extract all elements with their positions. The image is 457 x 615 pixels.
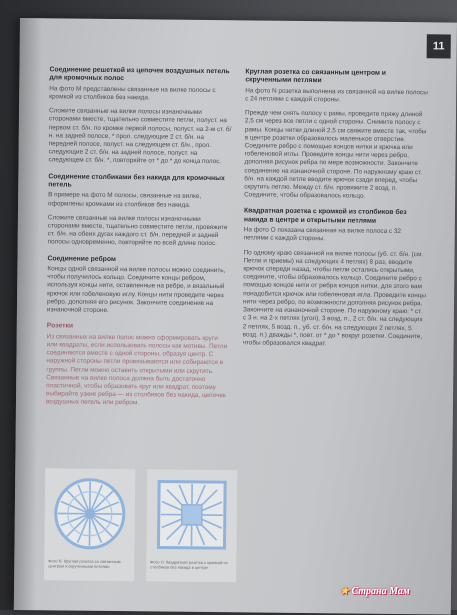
star-icon: ★	[340, 586, 349, 597]
paragraph: Из связанных на вилке полос можно сформировать круги или квадраты, если использовать полосы как мотивы. Петли соединяются вместе с одной стороны, образуя центр. С наружной стороны петли провязываются или собираются в группы. Петли можно оставить открытыми или скрутить. Связанные на вилке полоса должна быть достаточно пластичной, чтобы образовать круг или квадрат, поэтому выбирайте узкие ребра — из столбиков без накида, цепочек воздушных петель или ребром.	[46, 333, 230, 409]
round-rosette-image	[52, 476, 127, 551]
paragraph: По одному краю связанной на вилке полосы (уб. ст. б/н. (см. Петли и приемы) на следующих 4 петлях) 8 раз, вводите крючок спереди назад, чтобы петли остались открытыми, соедините, чтобы образовалось кольцо. Соедините ребро с помощью концов нити от ребра концов нитки, для этого вам понадобится крючок или гобеленовая игла. Проведите концы нити через ребро, по возможности дополняя рисунок ребра. Закончите на изнаночной стороне. По наружному краю: * ст. с 3 н. на 2-х петлях (угол), 3 возд. п., 2 ст. б/н. на следующих 2 петлях, 5 возд. п., уб. ст. б/н. на следующих 2 петлях, 5 возд. п.) дважды *, повт. от * до * вокруг розетки. Соедините, чтобы образовался квадрат.	[243, 249, 427, 349]
photo-square-rosette	[146, 469, 237, 582]
photo-caption: Фото N. Круглая розетка со связанным центром и скрученными петлями	[48, 558, 132, 569]
section-sc-join	[48, 173, 232, 249]
section-heading: Розетки	[47, 323, 230, 333]
paragraph: Концы одной связанной на вилке полосы можно соединить, чтобы получилось кольцо. Соедините концы ребром, используя концы нити, оставленные на ребре, и вязальный крючок или гобеленовую иглу. Концы нити проведите через ребро, дополняя его рисунок. Закончите соединение на изнаночной стороне.	[47, 265, 231, 316]
section-heading: Соединение ребром	[47, 255, 230, 265]
paragraph: На фото О показана связанная на вилке полоса с 32 петлями с каждой стороны.	[244, 227, 427, 245]
page-number: 11	[427, 34, 451, 58]
paragraph: Сложите связанные на вилке полосы изнаночными сторонами вместе, тщательно совместите петли, полуст. на первом ст. б/н. по кромке первой полосы, полуст. на 2-м ст. б/н. на задней полосе, * прол. следующие 2 ст. б/н. на передней полосе, полуст. на следующем ст. б/н., прол. следующие 2 ст. б/н. на задней полосе, полуст. на следующем ст. б/н. *, повторяйте от * до * до конца полос.	[48, 108, 232, 167]
section-heading: Квадратная розетка с кромкой из столбиков без накида в центре и открытыми петлями	[244, 208, 427, 227]
photo-round-rosette	[44, 468, 135, 581]
section-heading: Соединение столбиками без накида для кромочных петель	[48, 173, 231, 192]
paragraph: На фото N розетка выполнена из связанной на вилке полосы с 24 петлями с каждой стороны.	[245, 87, 428, 105]
watermark-text: Страна Мам	[351, 586, 409, 597]
square-rosette-image	[154, 477, 229, 552]
paragraph: В примере на фото М полосы, связанные на вилке, оформлены кромками из столбиков без накида.	[48, 192, 231, 210]
book-page	[14, 18, 457, 615]
left-column	[46, 66, 233, 416]
section-heading: Соединение решеткой из цепочек воздушных петель для кромочных полос	[49, 66, 232, 85]
section-heading: Круглая розетка со связанным центром и скрученными петлями	[245, 68, 428, 87]
photo-caption: Фото О. Квадратная розетка с кромкой из столбиков без накида в центре	[150, 559, 234, 570]
section-square-rosette	[243, 208, 427, 350]
paragraph: На фото М представлены связанные на вилке полосы с кромкой из столбиков без накида.	[49, 85, 232, 103]
paragraph: Прежде чем снять полосу с рамы, проведите пряжу длиной 2,5 см через все петли с одной стороны. Снимите полосу с рамы. Концы нитки длиной 2,5 см свяжите вместе так, чтобы в центре розетки образовалось маленькое отверстие. Соедините ребро с помощью концов нитки и крючка или гобеленовой иглы. Проведите концы нити через ребро, дополняя рисунок ребра по мере возможности. Закончите соединение на изнаночной стороне. По наружному краю ст. б/н. на каждой петле вводите крючок сзади вперед, чтобы скрутить петлю. Между ст. б/н. провяжите 2 возд. п. Соедините, чтобы образовалось кольцо.	[244, 110, 428, 202]
paragraph: Сложите связанные на вилке полосы изнаночными сторонами вместе, тщательно совместите петли, провяжите ст. б/н. на обеих дугах каждого ст. б/н. передней и задней полосы одновременно, повторяйте по всей длине полос.	[48, 214, 231, 249]
section-spine-join	[47, 255, 231, 317]
photo-row	[44, 468, 245, 600]
right-column	[242, 68, 428, 357]
section-lattice-join	[48, 66, 232, 167]
section-round-rosette	[244, 68, 428, 201]
section-rosettes	[46, 323, 230, 409]
watermark-logo	[340, 586, 410, 597]
